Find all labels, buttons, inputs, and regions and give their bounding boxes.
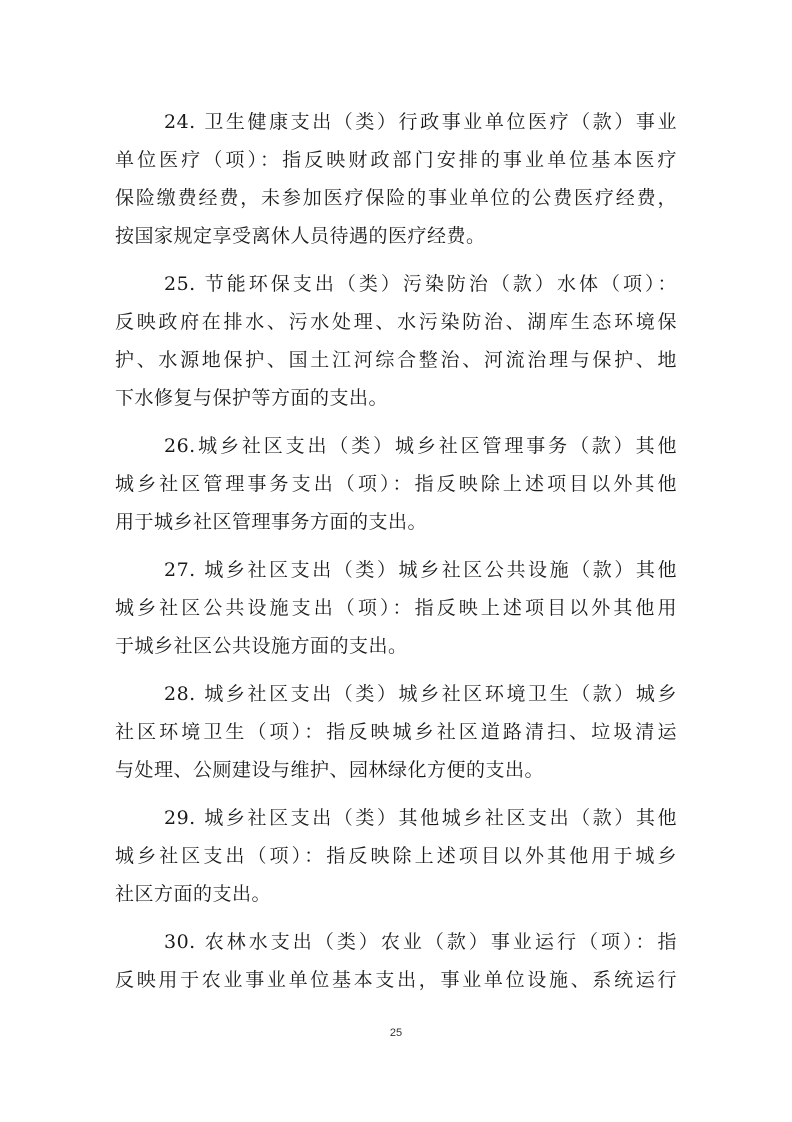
text-line: 与处理、公厕建设与维护、园林绿化方便的支出。 [115, 759, 545, 781]
text-line: 社区环境卫生（项）：指反映城乡社区道路清扫、垃圾清运 [115, 721, 677, 743]
text-line: 下水修复与保护等方面的支出。 [115, 387, 389, 409]
text-line: 24. 卫生健康支出（类）行政事业单位医疗（款）事业 [164, 111, 677, 133]
paragraph-item-30 [115, 923, 677, 999]
text-line: 30. 农林水支出（类）农业（款）事业运行（项）：指 [164, 931, 677, 953]
text-line: 28. 城乡社区支出（类）城乡社区环境卫生（款）城乡 [164, 683, 677, 705]
page-body [115, 103, 677, 1009]
text-line: 城乡社区支出（项）：指反映除上述项目以外其他用于城乡 [115, 845, 677, 867]
text-line: 护、水源地保护、国土江河综合整治、河流治理与保护、地 [115, 349, 677, 371]
text-line: 反映政府在排水、污水处理、水污染防治、湖库生态环境保 [115, 311, 677, 333]
paragraph-item-28 [115, 675, 677, 789]
text-line: 保险缴费经费，未参加医疗保险的事业单位的公费医疗经费， [115, 187, 677, 209]
text-line: 城乡社区公共设施支出（项）：指反映上述项目以外其他用 [115, 597, 677, 619]
text-line: 27. 城乡社区支出（类）城乡社区公共设施（款）其他 [164, 559, 677, 581]
text-line: 26.城乡社区支出（类）城乡社区管理事务（款）其他 [164, 435, 677, 457]
paragraph-item-29 [115, 799, 677, 913]
text-line: 于城乡社区公共设施方面的支出。 [115, 635, 408, 657]
text-line: 29. 城乡社区支出（类）其他城乡社区支出（款）其他 [164, 807, 677, 829]
text-line: 城乡社区管理事务支出（项）：指反映除上述项目以外其他 [115, 473, 677, 495]
text-line: 25. 节能环保支出（类）污染防治（款）水体（项）： [164, 273, 677, 295]
text-line: 单位医疗（项）：指反映财政部门安排的事业单位基本医疗 [115, 149, 677, 171]
text-line: 按国家规定享受离休人员待遇的医疗经费。 [115, 225, 486, 247]
paragraph-item-27 [115, 551, 677, 665]
page-number: 25 [389, 1027, 403, 1039]
text-line: 用于城乡社区管理事务方面的支出。 [115, 511, 428, 533]
paragraph-item-25 [115, 265, 677, 417]
paragraph-item-24 [115, 103, 677, 255]
text-line: 反映用于农业事业单位基本支出，事业单位设施、系统运行 [115, 969, 677, 991]
paragraph-item-26 [115, 427, 677, 541]
text-line: 社区方面的支出。 [115, 883, 272, 905]
